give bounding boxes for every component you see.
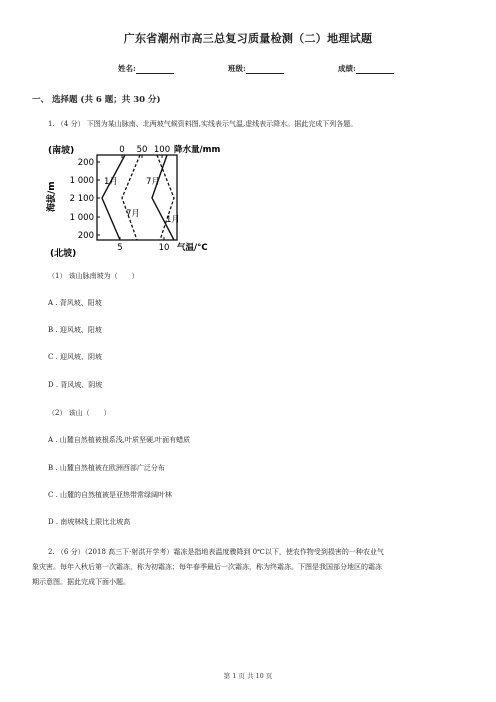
score-blank[interactable] [356, 65, 394, 74]
option-b[interactable]: B . 山麓自然植被在欧洲西部广泛分布 [48, 464, 165, 472]
top-tick-label: 50 [136, 145, 148, 155]
y-axis-title: 海拔/m [47, 181, 57, 212]
option-b[interactable]: B . 迎风坡、阳坡 [48, 326, 102, 334]
curve-label: 1月 [104, 177, 118, 187]
name-blank[interactable] [136, 65, 174, 74]
page-footer: 第 1 页 共 10 页 [223, 672, 273, 680]
bottom-axis-title: 气温/°C [177, 243, 208, 253]
option-c[interactable]: C . 山麓的自然植被是亚热带常绿阔叶林 [48, 491, 173, 499]
figure-frame [97, 155, 177, 240]
score-label: 成绩: [338, 64, 356, 73]
class-blank[interactable] [246, 65, 284, 74]
y-tick-label: 2 100 [69, 194, 94, 204]
score-field[interactable] [338, 63, 394, 74]
page-title: 广东省潮州市高三总复习质量检测（二）地理试题 [123, 32, 373, 45]
option-d[interactable]: D . 背风坡、阴坡 [48, 381, 103, 389]
bottom-tick-label: 10 [158, 243, 170, 253]
option-a[interactable]: A . 山麓自然植被根系浅,叶质坚硬,叶面有蜡质 [48, 436, 191, 444]
class-field[interactable] [228, 63, 284, 74]
jan-precip-curve [122, 155, 140, 240]
top-axis-title: 降水量/mm [174, 145, 221, 155]
curve-label: 7月 [126, 209, 140, 219]
option-d[interactable]: D . 南坡林线上限比北坡高 [48, 518, 131, 526]
question-2-line-3: 期示意图。据此完成下面小题。 [32, 578, 130, 586]
section-heading: 一、 选择题 (共 6 题；共 30 分) [32, 95, 161, 105]
bottom-left-label: (北坡) [50, 249, 77, 258]
question-1-text: 1. （4 分） 下图为某山脉南、北两坡气候资料图,实线表示气温,虚线表示降水。据此完成下列各题。 [48, 120, 358, 128]
subquestion-1: （1） 该山脉南坡为（ ） [48, 272, 139, 280]
subquestion-2: （2） 该山（ ） [48, 409, 111, 417]
climate-figure [42, 140, 232, 258]
question-2-line-1: 2. （6 分）（2018 高三下·射洪开学考）霜冻是指地表温度骤降到 0℃以下，使农作物受到损害的一种农业气 [48, 548, 384, 556]
option-a[interactable]: A . 背风坡、阳坡 [48, 299, 102, 307]
top-tick-label: 0 [119, 145, 125, 155]
y-tick-label: 1 000 [69, 176, 94, 186]
option-c[interactable]: C . 迎风坡、阴坡 [48, 353, 103, 361]
jul-precip-curve [157, 155, 174, 240]
y-tick-label: 1 000 [69, 213, 94, 223]
jul-temperature-curve [152, 155, 174, 240]
name-label: 姓名: [118, 64, 136, 73]
name-field[interactable] [118, 63, 174, 74]
top-left-label: (南坡) [48, 146, 75, 156]
curve-label: 7月 [146, 177, 160, 187]
curve-label: 1月 [166, 215, 180, 225]
y-tick-label: 200 [77, 231, 94, 241]
bottom-tick-label: 5 [117, 243, 123, 253]
top-tick-label: 100 [153, 145, 171, 155]
y-tick-label: 200 [77, 158, 94, 168]
class-label: 班级: [228, 64, 246, 73]
question-2-line-2: 象灾害。每年入秋后第一次霜冻，称为初霜冻；每年春季最后一次霜冻，称为终霜冻。下图是我国部分地区的霜冻 [32, 563, 382, 571]
